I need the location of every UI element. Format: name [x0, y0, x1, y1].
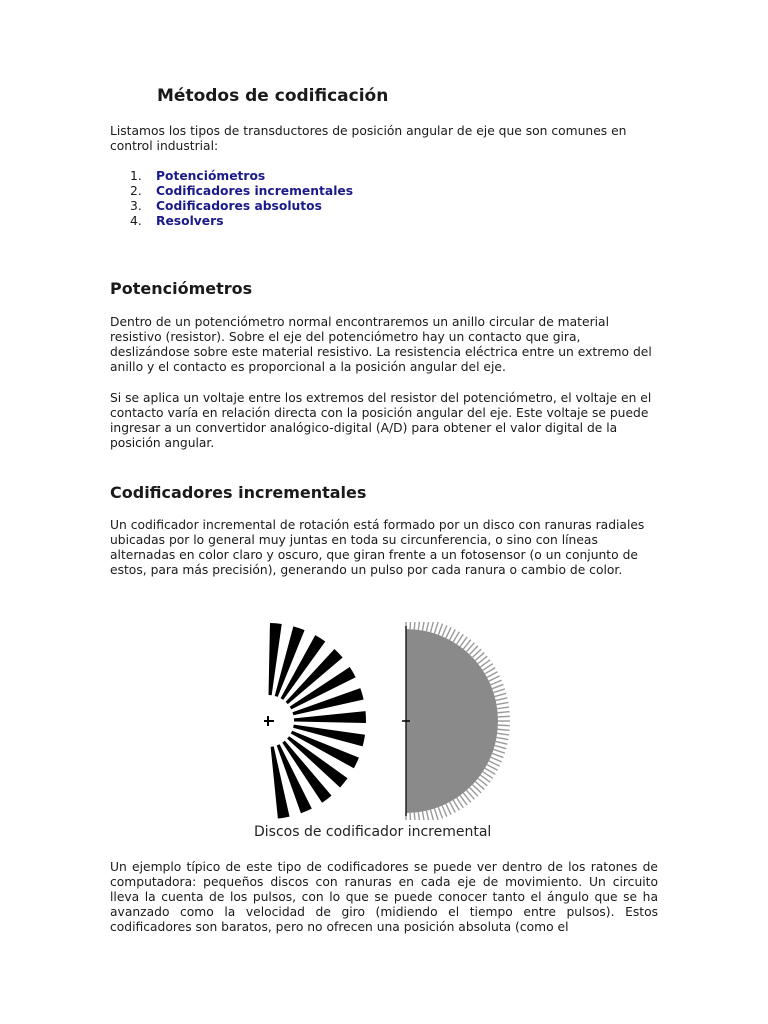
section-title-potenciometros: Potenciómetros: [110, 279, 253, 298]
toc-link-potenciometros[interactable]: Potenciómetros: [156, 169, 266, 183]
toc-link-absolutos[interactable]: Codificadores absolutos: [156, 199, 322, 213]
toc-item: [130, 169, 353, 184]
figure-caption: Discos de codificador incremental: [254, 824, 492, 840]
incrementales-paragraph-2: Un ejemplo típico de este tipo de codificadores se puede ver dentro de los ratones de computadora: pequeños discos con ranuras en cada eje de movimiento. Un circuito lleva la cuenta de los pulsos, con lo que se puede conocer tanto el ángulo que se ha avanzado como la velocidad de giro (midiendo el tiempo entre pulsos). Estos codificadores son baratos, pero no ofrecen una posición absoluta (como el: [110, 860, 658, 934]
toc-link-incrementales[interactable]: Codificadores incrementales: [156, 184, 354, 198]
incrementales-paragraph-1-sans: Un codificador incremental de rotación está formado por un disco con ranuras radiales ubicadas por lo general muy juntas en toda su circunferencia, o sino con líneas alternadas en color claro y oscuro, que giran frente a un fotosensor (o un conjunto de estos,: [110, 518, 645, 577]
toc-number: 3.: [130, 199, 142, 213]
toc-item: [130, 199, 353, 214]
toc-link-resolvers[interactable]: Resolvers: [156, 214, 224, 228]
potenciometros-paragraph-2: Si se aplica un voltaje entre los extremos del resistor del potenciómetro, el voltaje en el contacto varía en relación directa con la posición angular del eje. Este voltaje se puede ingresar a un convertidor analógico-digital (A/D) para obtener el valor digital de la posición angular.: [110, 391, 652, 450]
intro-paragraph: Listamos los tipos de transductores de posición angular de eje que son comunes en control industrial:: [110, 124, 627, 153]
potenciometros-paragraph-1: Dentro de un potenciómetro normal encontraremos un anillo circular de material resistivo (resistor). Sobre el eje del potenciómetro hay un contacto que gira, deslizándose sobre este material resistivo. La resistencia eléctrica entre un extremo del anillo y el contacto es proporcional a la posición angular del eje.: [110, 315, 652, 374]
toc-number: 1.: [130, 169, 142, 183]
encoder-tick: [498, 716, 510, 717]
toc-item: [130, 214, 353, 229]
toc-number: 4.: [130, 214, 142, 228]
table-of-contents: [130, 169, 353, 229]
slotted-encoder-disc-image: [262, 622, 374, 820]
encoder-tick: [410, 622, 411, 629]
incrementales-paragraph-1: [110, 518, 658, 578]
incrementales-paragraph-1-serif: para más precisión), generando un pulso por cada ranura o cambio de color.: [150, 563, 623, 577]
toc-item: [130, 184, 353, 199]
encoder-tick: [410, 813, 411, 820]
toc-number: 2.: [130, 184, 142, 198]
striped-encoder-disc-image: [400, 622, 512, 820]
encoder-tick: [498, 725, 510, 726]
page-title: Métodos de codificación: [157, 86, 389, 106]
section-title-incrementales: Codificadores incrementales: [110, 483, 367, 502]
